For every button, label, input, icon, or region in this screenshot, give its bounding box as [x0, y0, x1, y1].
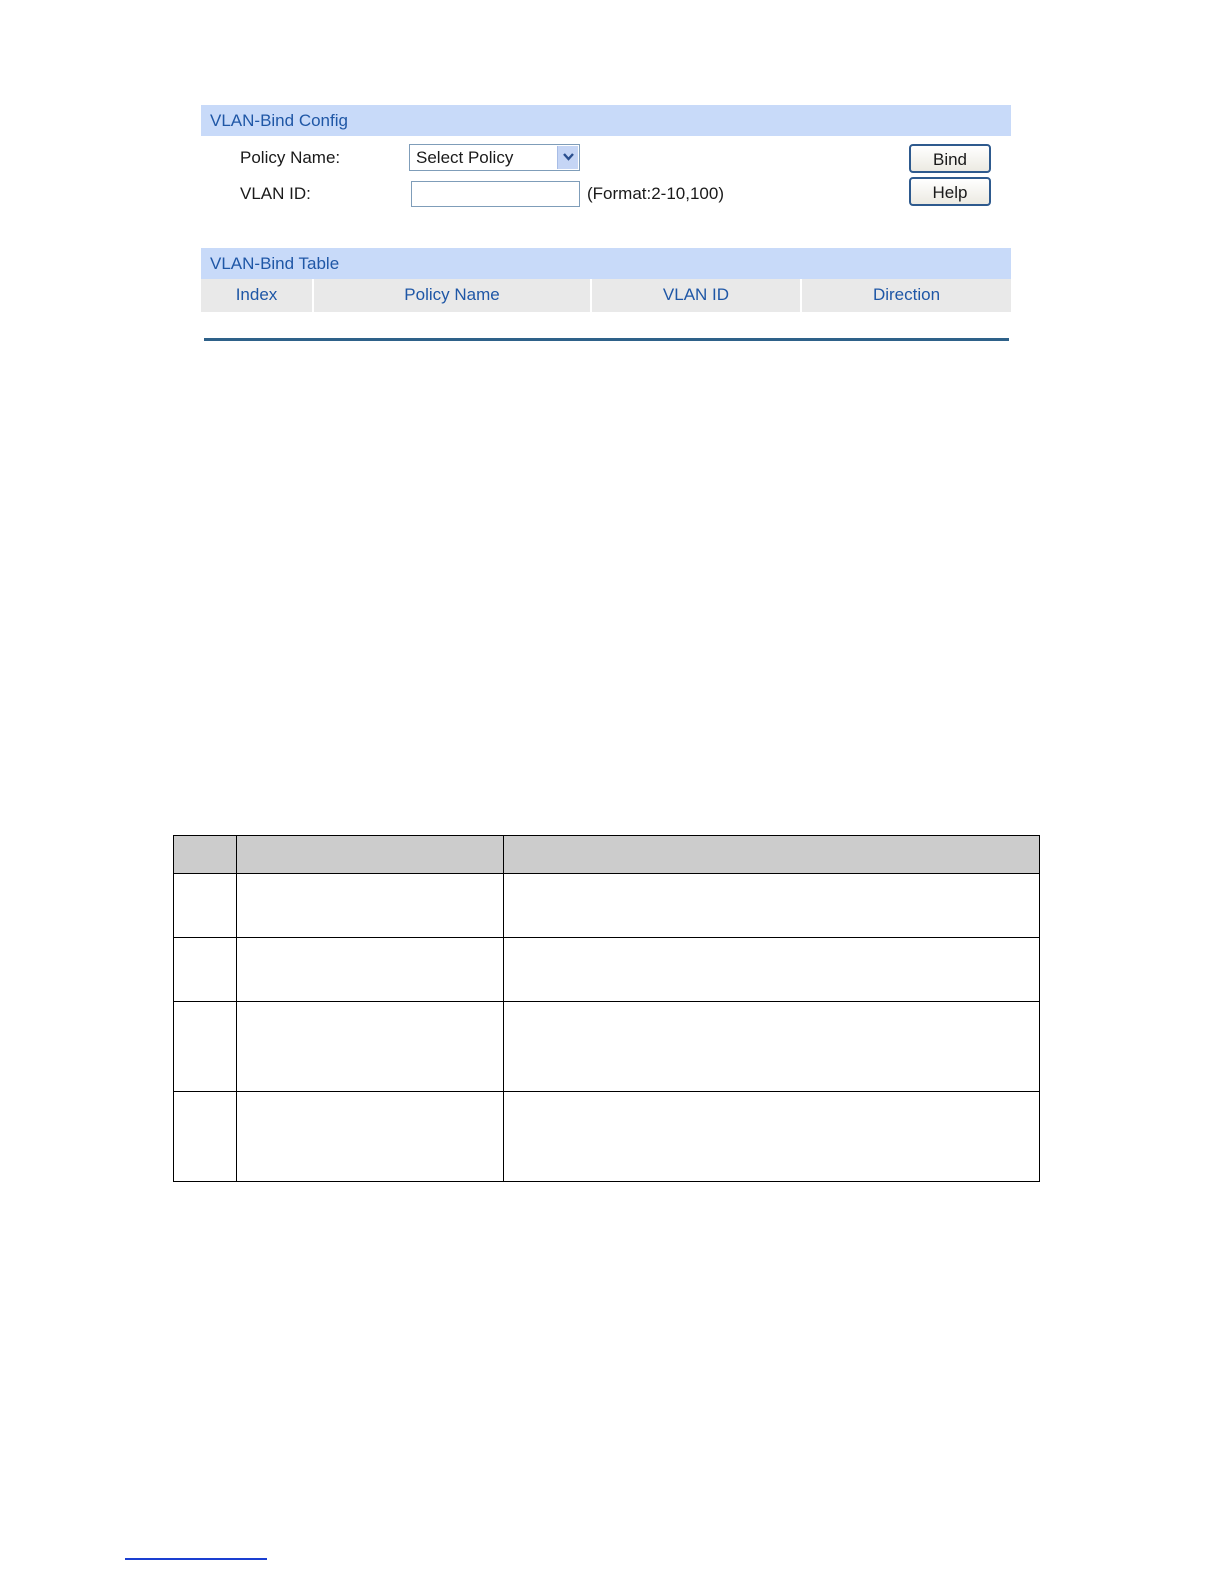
description-table-cell [504, 874, 1040, 938]
column-header-index: Index [201, 279, 314, 312]
description-table-cell [174, 874, 237, 938]
description-table-cell [236, 1002, 503, 1092]
policy-name-select-value: Select Policy [416, 148, 514, 167]
description-table-cell [236, 1092, 503, 1182]
description-table-cell [504, 1002, 1040, 1092]
description-table-row [174, 1002, 1040, 1092]
description-table-header-cell [504, 836, 1040, 874]
description-table-row [174, 938, 1040, 1002]
description-table [173, 835, 1040, 1182]
help-button[interactable]: Help [909, 177, 991, 206]
column-header-policy-name: Policy Name [314, 279, 592, 312]
description-table-cell [236, 874, 503, 938]
policy-name-select[interactable] [409, 144, 580, 171]
description-table-cell [174, 1092, 237, 1182]
vlan-bind-table-bottom-rule [204, 338, 1009, 341]
vlan-id-input[interactable] [411, 181, 580, 207]
description-table-cell [504, 1092, 1040, 1182]
description-table-row [174, 1092, 1040, 1182]
vlan-bind-table-header [201, 248, 1011, 279]
bind-button[interactable]: Bind [909, 144, 991, 173]
description-table-header-cell [174, 836, 237, 874]
vlan-id-format-hint: (Format:2-10,100) [587, 184, 724, 203]
description-table-header-cell [236, 836, 503, 874]
chevron-down-icon[interactable] [557, 146, 578, 169]
vlan-bind-table-column-headers [201, 279, 1011, 312]
vlan-id-label: VLAN ID: [240, 184, 311, 203]
description-table-cell [174, 1002, 237, 1092]
description-table-header-row [174, 836, 1040, 874]
vlan-bind-table-title: VLAN-Bind Table [210, 254, 340, 273]
column-header-direction: Direction [872, 285, 941, 304]
description-table-cell [504, 938, 1040, 1002]
policy-name-label: Policy Name: [240, 148, 341, 167]
vlan-bind-config-title: VLAN-Bind Config [210, 111, 348, 130]
column-header-vlan-id: VLAN ID [592, 279, 802, 312]
vlan-bind-config-header [201, 105, 1011, 136]
description-table-cell [236, 938, 503, 1002]
footer-link-underline [125, 1558, 267, 1560]
description-table-row [174, 874, 1040, 938]
description-table-cell [174, 938, 237, 1002]
